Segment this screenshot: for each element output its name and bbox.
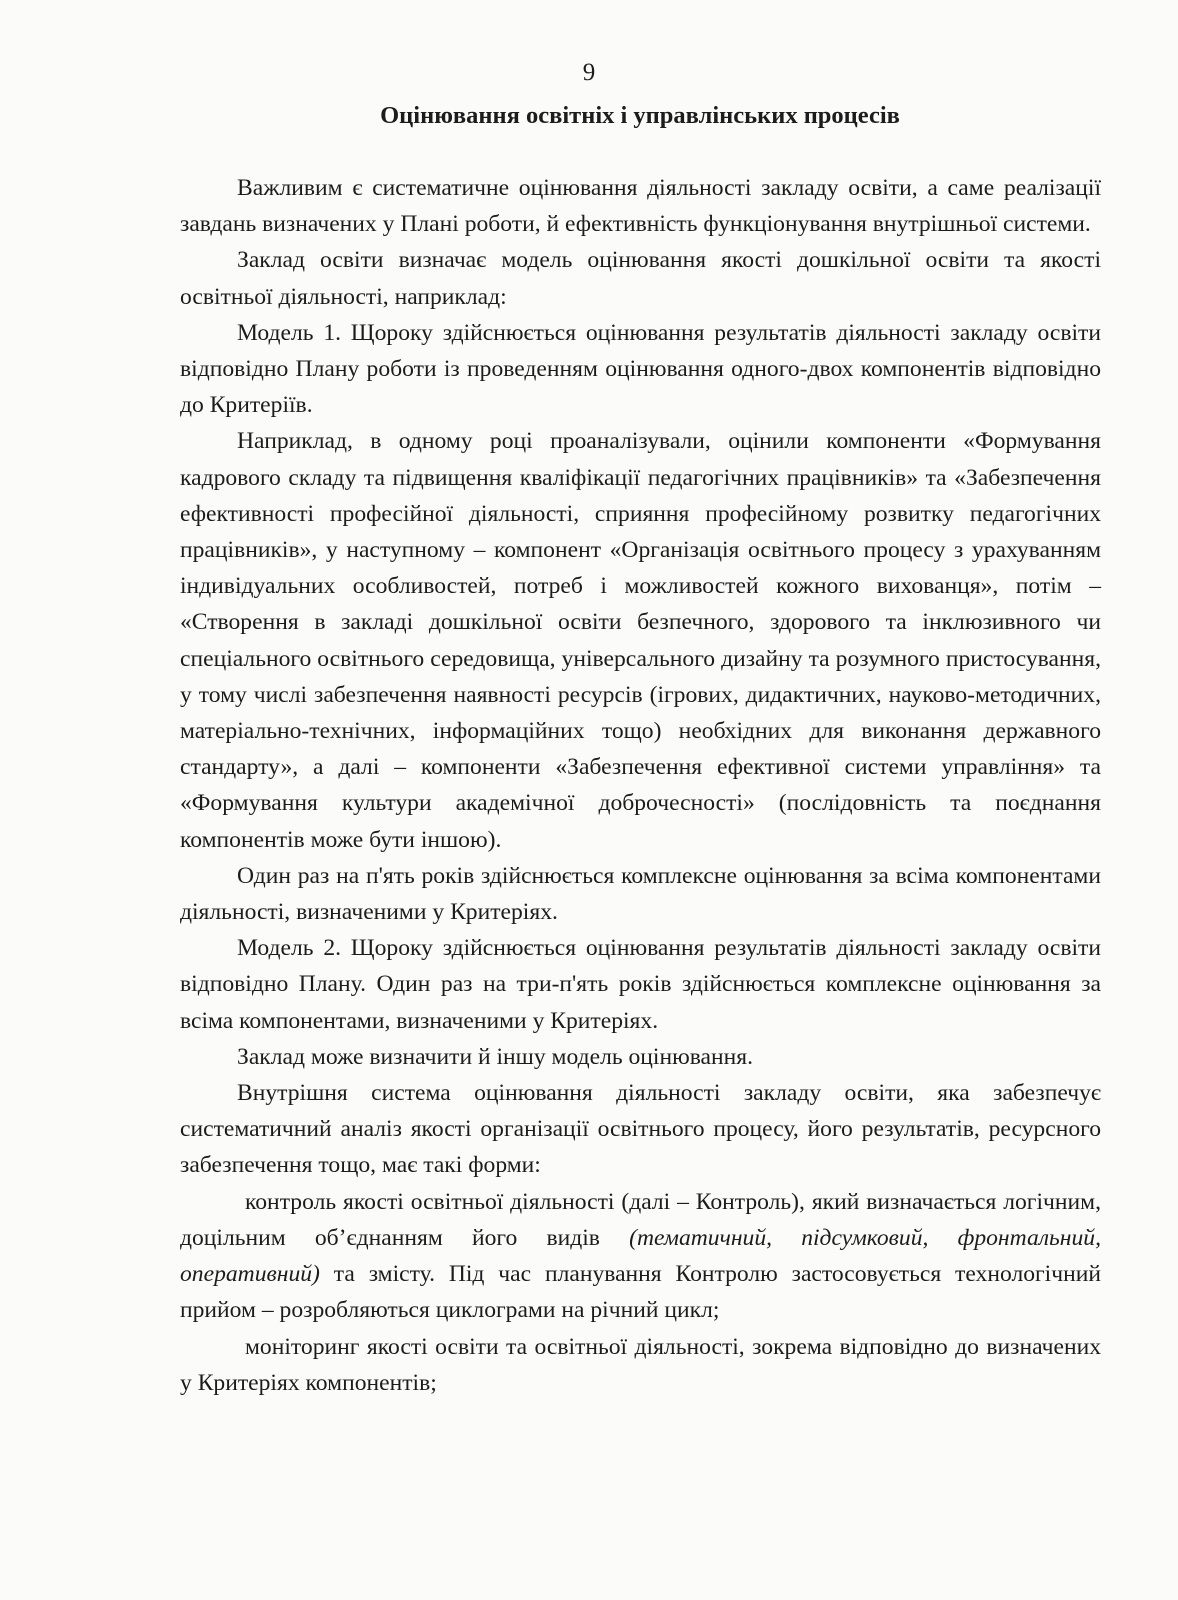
control-text-start: контроль якості освітньої діяльності (далі – Контроль), який визначається логічним, доцільним об’єднанням його видів — [180, 1188, 1101, 1251]
section-heading: Оцінювання освітніх і управлінських процесів — [380, 102, 900, 129]
paragraph-internal-system: Внутрішня система оцінювання діяльності закладу освіти, яка забезпечує систематичний аналіз якості організації освітнього процесу, його результатів, ресурсного забезпечення тощо, має такі форми: — [180, 1080, 1101, 1179]
list-item-monitoring: моніторинг якості освіти та освітньої діяльності, зокрема відповідно до визначених у Критеріях компонентів; — [180, 1333, 1101, 1396]
control-types-italic: (тематичний, підсумковий, фронтальний, оперативний) — [180, 1224, 1101, 1288]
list-item-control — [180, 1184, 1101, 1329]
page-number: 9 — [582, 59, 596, 86]
paragraph-model-choice: Заклад освіти визначає модель оцінювання якості дошкільної освіти та якості освітньої діяльності, наприклад: — [180, 247, 1101, 310]
paragraph-other-model: Заклад може визначити й іншу модель оцінювання. — [237, 1043, 754, 1070]
control-text-end: та змісту. Під час планування Контролю застосовується технологічний прийом – розробляються циклограми на річний цикл; — [180, 1261, 1101, 1324]
paragraph-example: Наприклад, в одному році проаналізували, оцінили компоненти «Формування кадрового складу та підвищення кваліфікації педагогічних працівників» та «Забезпечення ефективності професійної діяльності, сприяння професійному розвитку педагогічних працівників», у наступному – компонент «Організація освітнього процесу з урахуванням індивідуальних особливостей, потреб і можливостей кожного вихованця», потім – «Створення в закладі дошкільної освіти безпечного, здорового та інклюзивного чи спеціального освітнього середовища, універсального дизайну та розумного пристосування, у тому числі забезпечення наявності ресурсів (ігрових, дидактичних, науково-методичних, матеріально-технічних, інформаційних тощо) необхідних для виконання державного стандарту», а далі – компоненти «Забезпечення ефективної системи управління» та «Формування культури академічної доброчесності» (послідовність та поєднання компонентів може бути іншою). — [180, 428, 1101, 853]
paragraph-importance: Важливим є систематичне оцінювання діяльності закладу освіти, а саме реалізації завдань визначених у Плані роботи, й ефективність функціонування внутрішньої системи. — [180, 175, 1101, 238]
paragraph-model-1: Модель 1. Щороку здійснюється оцінювання результатів діяльності закладу освіти відповідно Плану роботи із проведенням оцінювання одного-двох компонентів відповідно до Критеріїв. — [180, 319, 1101, 419]
paragraph-five-years: Один раз на п'ять років здійснюється комплексне оцінювання за всіма компонентами діяльності, визначеними у Критеріях. — [180, 862, 1101, 926]
body-text — [180, 170, 1101, 1401]
paragraph-model-2: Модель 2. Щороку здійснюється оцінювання результатів діяльності закладу освіти відповідно Плану. Один раз на три-п'ять років здійснюється комплексне оцінювання за всіма компонентами, визначеними у Критеріях. — [180, 935, 1101, 1034]
